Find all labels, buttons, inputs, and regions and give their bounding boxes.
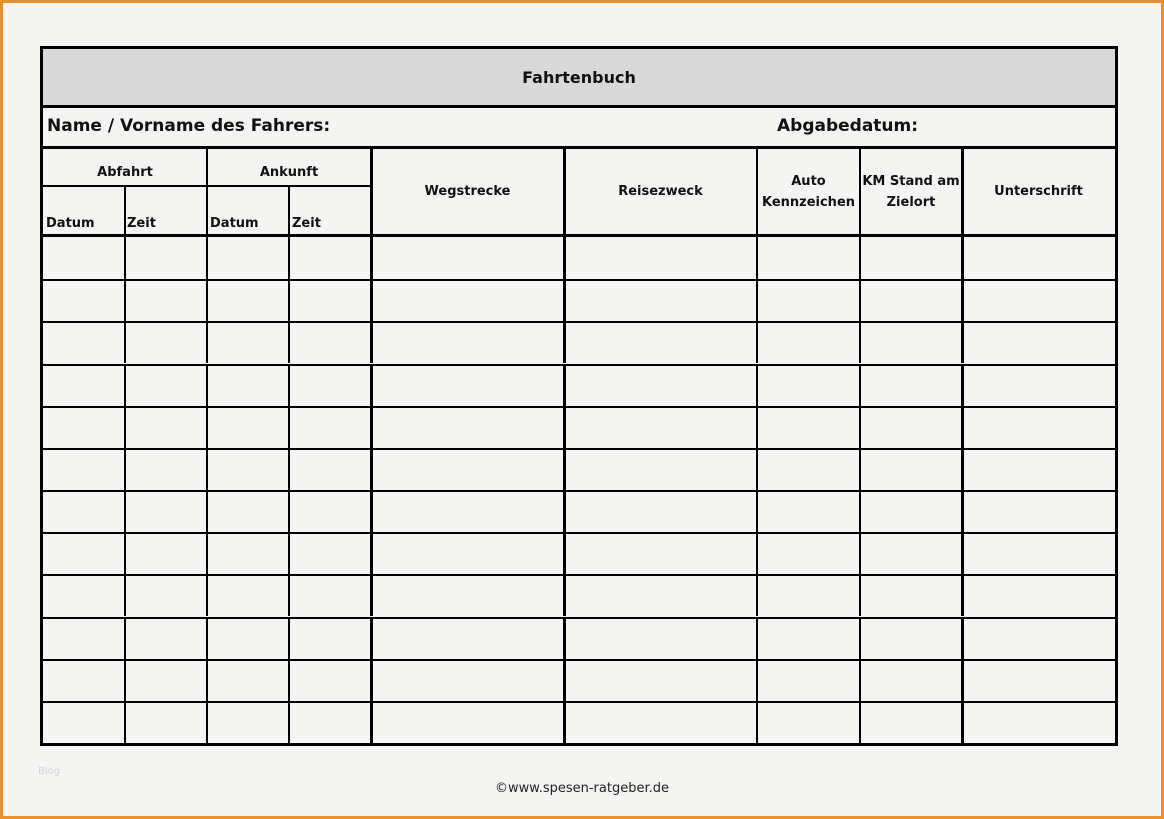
table-row [43,321,1115,363]
arrival-date-cell[interactable] [206,323,288,363]
car-plate-header: Auto Kennzeichen [761,173,856,210]
km-reading-cell[interactable] [859,661,961,701]
signature-cell[interactable] [961,281,1114,321]
departure-date-cell[interactable] [43,576,125,616]
purpose-cell[interactable] [563,408,756,448]
column-divider [370,149,373,234]
car-plate-cell[interactable] [756,408,859,448]
signature-cell[interactable] [961,534,1114,574]
column-divider [288,185,290,234]
km-reading-cell[interactable] [859,492,961,532]
km-reading-cell[interactable] [859,619,961,659]
arrival-time-cell[interactable] [288,237,370,279]
arrival-date-cell[interactable] [206,408,288,448]
table-row [43,364,1115,406]
route-cell[interactable] [370,703,563,743]
car-plate-cell[interactable] [756,576,859,616]
departure-time-cell[interactable] [124,323,206,363]
submission-date-label: Abgabedatum: [777,116,919,136]
departure-time-cell[interactable] [124,408,206,448]
car-plate-cell[interactable] [756,323,859,363]
car-plate-cell[interactable] [756,703,859,743]
route-cell[interactable] [370,492,563,532]
route-header: Wegstrecke [424,184,511,199]
purpose-cell[interactable] [563,619,756,659]
route-cell[interactable] [370,237,563,279]
arrival-time-cell[interactable] [288,661,370,701]
departure-time-cell[interactable] [124,703,206,743]
route-cell[interactable] [370,450,563,490]
purpose-cell[interactable] [563,323,756,363]
departure-date-cell[interactable] [43,450,125,490]
km-reading-cell[interactable] [859,534,961,574]
signature-cell[interactable] [961,323,1114,363]
arrival-date-header: Datum [210,216,259,231]
departure-date-cell[interactable] [43,281,125,321]
route-cell[interactable] [370,576,563,616]
watermark-text: Blog [38,766,61,777]
purpose-cell[interactable] [563,237,756,279]
km-reading-cell[interactable] [859,408,961,448]
departure-date-cell[interactable] [43,366,125,406]
column-divider [859,149,861,234]
table-row [43,237,1115,279]
arrival-time-cell[interactable] [288,576,370,616]
departure-time-cell[interactable] [124,366,206,406]
signature-cell[interactable] [961,366,1114,406]
purpose-cell[interactable] [563,281,756,321]
signature-cell[interactable] [961,576,1114,616]
km-reading-cell[interactable] [859,366,961,406]
car-plate-cell[interactable] [756,237,859,279]
departure-date-cell[interactable] [43,661,125,701]
purpose-cell[interactable] [563,534,756,574]
arrival-time-cell[interactable] [288,281,370,321]
table-row [43,701,1115,743]
arrival-date-cell[interactable] [206,450,288,490]
column-divider [206,149,208,234]
arrival-date-cell[interactable] [206,534,288,574]
purpose-cell[interactable] [563,576,756,616]
route-cell[interactable] [370,323,563,363]
table-row [43,279,1115,321]
copyright-footer: ©www.spesen-ratgeber.de [494,781,669,796]
arrival-group-header: Ankunft [259,165,319,180]
departure-time-cell[interactable] [124,281,206,321]
table-row [43,574,1115,616]
departure-time-cell[interactable] [124,492,206,532]
km-reading-cell[interactable] [859,576,961,616]
departure-group-header: Abfahrt [97,165,153,180]
departure-date-cell[interactable] [43,408,125,448]
table-row [43,659,1115,701]
car-plate-cell[interactable] [756,619,859,659]
arrival-time-cell[interactable] [288,366,370,406]
arrival-date-cell[interactable] [206,703,288,743]
departure-time-header: Zeit [127,216,156,231]
purpose-cell[interactable] [563,450,756,490]
arrival-time-header: Zeit [292,216,321,231]
column-divider [756,149,758,234]
departure-date-cell[interactable] [43,534,125,574]
driver-info-row [43,108,1115,149]
departure-time-cell[interactable] [124,619,206,659]
arrival-date-cell[interactable] [206,619,288,659]
arrival-time-cell[interactable] [288,534,370,574]
arrival-time-cell[interactable] [288,492,370,532]
signature-cell[interactable] [961,408,1114,448]
arrival-date-cell[interactable] [206,237,288,279]
arrival-time-cell[interactable] [288,408,370,448]
departure-time-cell[interactable] [124,576,206,616]
route-cell[interactable] [370,661,563,701]
car-plate-cell[interactable] [756,534,859,574]
departure-date-cell[interactable] [43,703,125,743]
signature-cell[interactable] [961,703,1114,743]
arrival-time-cell[interactable] [288,450,370,490]
arrival-date-cell[interactable] [206,661,288,701]
column-divider [961,149,964,234]
km-reading-cell[interactable] [859,237,961,279]
driver-name-label: Name / Vorname des Fahrers: [47,116,331,136]
car-plate-cell[interactable] [756,281,859,321]
route-cell[interactable] [370,366,563,406]
route-cell[interactable] [370,408,563,448]
form-title: Fahrtenbuch [43,49,1115,108]
signature-cell[interactable] [961,450,1114,490]
departure-date-cell[interactable] [43,619,125,659]
km-reading-cell[interactable] [859,281,961,321]
departure-date-header: Datum [46,216,95,231]
signature-cell[interactable] [961,237,1114,279]
departure-date-cell[interactable] [43,237,125,279]
departure-time-cell[interactable] [124,534,206,574]
route-cell[interactable] [370,619,563,659]
arrival-date-cell[interactable] [206,366,288,406]
arrival-time-cell[interactable] [288,619,370,659]
car-plate-cell[interactable] [756,450,859,490]
km-reading-header: KM Stand am Zielort [862,173,960,210]
logbook-entries [43,237,1115,743]
arrival-date-cell[interactable] [206,576,288,616]
purpose-cell[interactable] [563,492,756,532]
car-plate-cell[interactable] [756,492,859,532]
departure-date-cell[interactable] [43,492,125,532]
signature-cell[interactable] [961,661,1114,701]
table-row [43,448,1115,490]
arrival-date-cell[interactable] [206,492,288,532]
table-row [43,406,1115,448]
departure-date-cell[interactable] [43,323,125,363]
purpose-cell[interactable] [563,366,756,406]
car-plate-cell[interactable] [756,661,859,701]
table-row [43,532,1115,574]
table-row [43,490,1115,532]
column-divider [124,185,126,234]
purpose-header: Reisezweck [618,184,703,199]
table-header [43,149,1115,237]
table-row [43,617,1115,659]
km-reading-cell[interactable] [859,450,961,490]
logbook-form [40,46,1118,746]
signature-cell[interactable] [961,492,1114,532]
signature-header: Unterschrift [994,184,1083,199]
arrival-time-cell[interactable] [288,703,370,743]
signature-cell[interactable] [961,619,1114,659]
km-reading-cell[interactable] [859,703,961,743]
departure-time-cell[interactable] [124,661,206,701]
arrival-date-cell[interactable] [206,281,288,321]
arrival-time-cell[interactable] [288,323,370,363]
car-plate-cell[interactable] [756,366,859,406]
route-cell[interactable] [370,281,563,321]
departure-time-cell[interactable] [124,450,206,490]
route-cell[interactable] [370,534,563,574]
purpose-cell[interactable] [563,703,756,743]
departure-time-cell[interactable] [124,237,206,279]
km-reading-cell[interactable] [859,323,961,363]
purpose-cell[interactable] [563,661,756,701]
column-divider [563,149,566,234]
